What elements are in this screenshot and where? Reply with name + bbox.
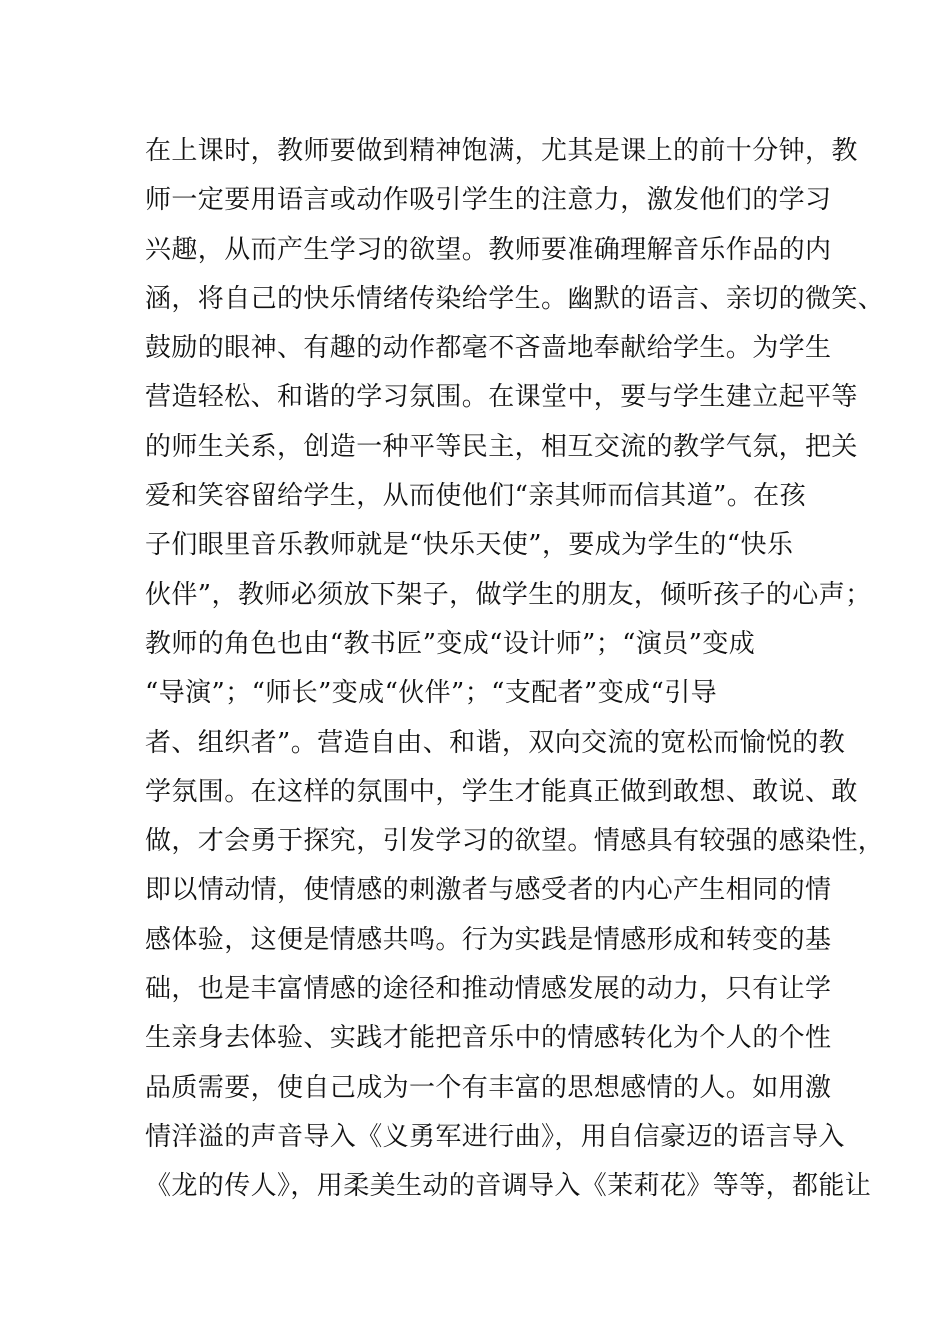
text-line: 鼓励的眼神、有趣的动作都毫不吝啬地奉献给学生。为学生: [145, 333, 832, 364]
text-line: 生亲身去体验、实践才能把音乐中的情感转化为个人的个性: [145, 1023, 832, 1054]
text-line: 师一定要用语言或动作吸引学生的注意力，激发他们的学习: [145, 185, 832, 216]
text-line: 营造轻松、和谐的学习氛围。在课堂中，要与学生建立起平等: [145, 382, 858, 413]
text-line: 品质需要，使自己成为一个有丰富的思想感情的人。如用激: [145, 1072, 832, 1103]
text-line: 的师生关系，创造一种平等民主，相互交流的教学气氛，把关: [145, 431, 858, 462]
text-line: 涵，将自己的快乐情绪传染给学生。幽默的语言、亲切的微笑、: [145, 283, 885, 314]
text-line: 爱和笑容留给学生，从而使他们“亲其师而信其道”。在孩: [145, 481, 806, 512]
text-line: 子们眼里音乐教师就是“快乐天使”，要成为学生的“快乐: [145, 530, 794, 561]
text-line: 情洋溢的声音导入《义勇军进行曲》，用自信豪迈的语言导入: [145, 1121, 845, 1152]
text-line: “导演”；“师长”变成“伙伴”；“支配者”变成“引导: [145, 678, 718, 709]
text-line: 伙伴”，教师必须放下架子，做学生的朋友，倾听孩子的心声；: [145, 579, 872, 610]
body-text: [145, 127, 885, 1212]
text-line: 《龙的传人》，用柔美生动的音调导入《茉莉花》等等，都能让: [145, 1171, 872, 1202]
text-line: 即以情动情，使情感的刺激者与感受者的内心产生相同的情: [145, 875, 832, 906]
text-line: 教师的角色也由“教书匠”变成“设计师”；“演员”变成: [145, 628, 756, 659]
text-line: 础，也是丰富情感的途径和推动情感发展的动力，只有让学: [145, 974, 832, 1005]
text-line: 学氛围。在这样的氛围中，学生才能真正做到敢想、敢说、敢: [145, 776, 858, 807]
text-line: 兴趣，从而产生学习的欲望。教师要准确理解音乐作品的内: [145, 234, 832, 265]
text-line: 感体验，这便是情感共鸣。行为实践是情感形成和转变的基: [145, 924, 832, 955]
text-line: 者、组织者”。营造自由、和谐，双向交流的宽松而愉悦的教: [145, 727, 846, 758]
text-line: 在上课时，教师要做到精神饱满，尤其是课上的前十分钟，教: [145, 136, 858, 166]
text-line: 做，才会勇于探究，引发学习的欲望。情感具有较强的感染性，: [145, 826, 885, 857]
